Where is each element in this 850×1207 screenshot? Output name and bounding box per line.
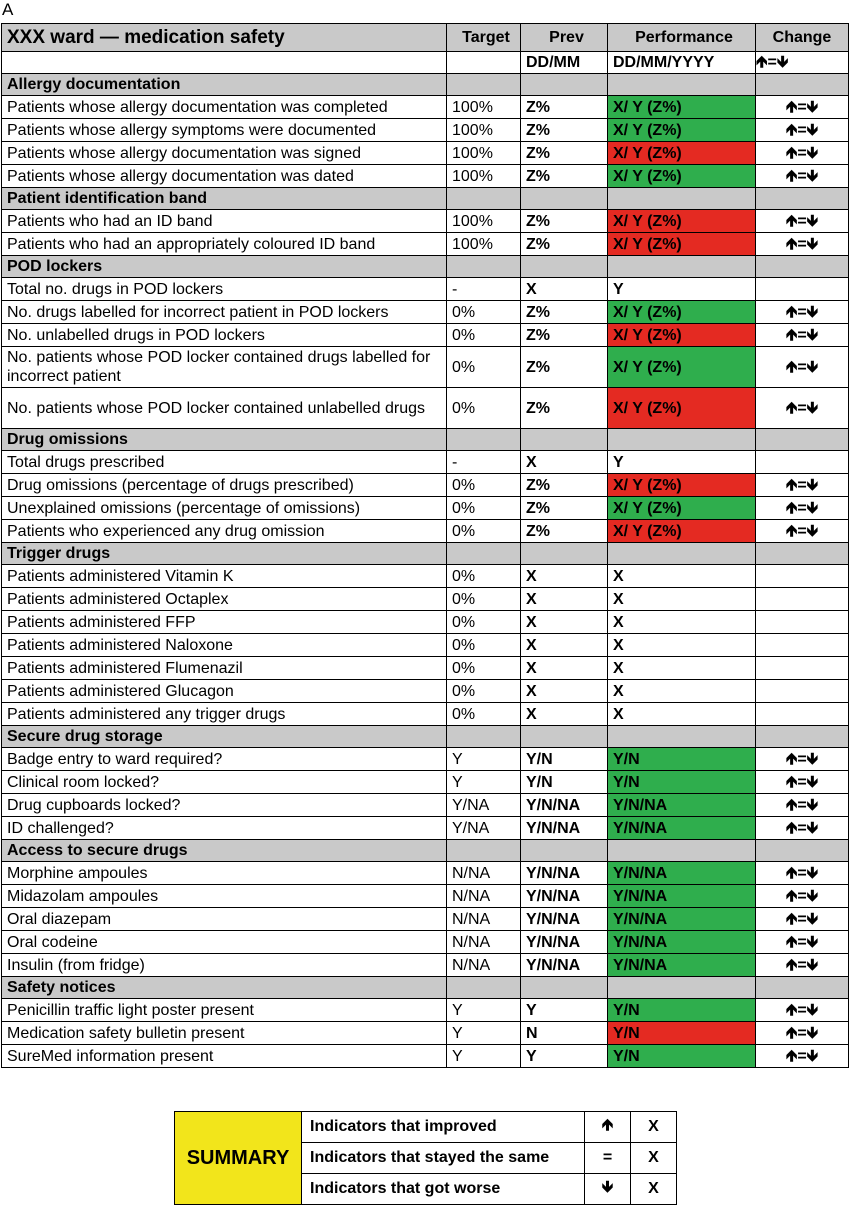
section-header-blank xyxy=(521,977,608,999)
section-header-blank xyxy=(447,726,521,748)
indicator-row xyxy=(2,301,849,324)
target-value: 100% xyxy=(447,165,521,188)
indicator-row xyxy=(2,474,849,497)
change-symbols-header: 🡹=🡻 xyxy=(756,52,849,74)
performance-value: X/ Y (Z%) xyxy=(608,497,756,520)
prev-value: X xyxy=(521,634,608,657)
target-value: N/NA xyxy=(447,931,521,954)
section-header-row xyxy=(2,977,849,999)
summary-row-value: X xyxy=(631,1174,677,1205)
prev-value: Y/N/NA xyxy=(521,885,608,908)
section-title: Trigger drugs xyxy=(2,543,447,565)
target-value: 0% xyxy=(447,497,521,520)
performance-value: Y xyxy=(608,451,756,474)
indicator-name: Patients who had an appropriately coloured ID band xyxy=(2,233,447,256)
table-header-row xyxy=(2,24,849,52)
indicator-name: Patients who experienced any drug omission xyxy=(2,520,447,543)
section-header-blank xyxy=(447,840,521,862)
prev-value: Y/N/NA xyxy=(521,817,608,840)
indicator-name: Patients administered FFP xyxy=(2,611,447,634)
performance-value: Y/N/NA xyxy=(608,885,756,908)
change-indicator: 🡹=🡻 xyxy=(756,210,849,233)
indicator-name: Patients who had an ID band xyxy=(2,210,447,233)
indicator-name: Medication safety bulletin present xyxy=(2,1022,447,1045)
change-indicator: 🡹=🡻 xyxy=(756,301,849,324)
target-value: Y xyxy=(447,1045,521,1068)
indicator-name: No. patients whose POD locker contained drugs labelled for incorrect patient xyxy=(2,347,447,388)
prev-value: X xyxy=(521,451,608,474)
prev-value: Y/N xyxy=(521,748,608,771)
change-indicator: 🡹=🡻 xyxy=(756,794,849,817)
target-value: - xyxy=(447,278,521,301)
prev-value: X xyxy=(521,611,608,634)
section-header-blank xyxy=(521,429,608,451)
change-indicator xyxy=(756,565,849,588)
indicator-row xyxy=(2,588,849,611)
target-value: N/NA xyxy=(447,908,521,931)
performance-value: X/ Y (Z%) xyxy=(608,96,756,119)
section-header-blank xyxy=(521,840,608,862)
prev-value: X xyxy=(521,278,608,301)
prev-value: X xyxy=(521,588,608,611)
section-header-blank xyxy=(608,188,756,210)
performance-value: Y/N xyxy=(608,748,756,771)
section-header-row xyxy=(2,256,849,278)
indicator-name: No. drugs labelled for incorrect patient in POD lockers xyxy=(2,301,447,324)
target-value: Y xyxy=(447,748,521,771)
change-indicator xyxy=(756,703,849,726)
indicator-row xyxy=(2,520,849,543)
indicator-name: Patients whose allergy documentation was completed xyxy=(2,96,447,119)
change-indicator: 🡹=🡻 xyxy=(756,96,849,119)
change-indicator: 🡹=🡻 xyxy=(756,474,849,497)
target-value: 100% xyxy=(447,210,521,233)
indicator-name: Total drugs prescribed xyxy=(2,451,447,474)
change-indicator: 🡹=🡻 xyxy=(756,324,849,347)
summary-row-value: X xyxy=(631,1143,677,1174)
indicator-name: ID challenged? xyxy=(2,817,447,840)
prev-value: Z% xyxy=(521,210,608,233)
performance-value: X xyxy=(608,634,756,657)
prev-value: Y xyxy=(521,1045,608,1068)
target-value: 0% xyxy=(447,680,521,703)
performance-value: X/ Y (Z%) xyxy=(608,520,756,543)
prev-date-format: DD/MM xyxy=(521,52,608,74)
section-header-blank xyxy=(447,256,521,278)
performance-value: X xyxy=(608,680,756,703)
indicator-row xyxy=(2,931,849,954)
summary-row-symbol: 🡹 xyxy=(585,1112,631,1143)
section-header-blank xyxy=(447,429,521,451)
prev-value: Z% xyxy=(521,497,608,520)
target-value: 0% xyxy=(447,611,521,634)
section-header-row xyxy=(2,429,849,451)
prev-value: Z% xyxy=(521,119,608,142)
date-format-row xyxy=(2,52,849,74)
summary-table xyxy=(174,1111,677,1205)
prev-column-header: Prev xyxy=(521,24,608,52)
prev-value: Y/N/NA xyxy=(521,862,608,885)
target-value: Y xyxy=(447,999,521,1022)
target-value: N/NA xyxy=(447,954,521,977)
indicator-row xyxy=(2,885,849,908)
section-header-blank xyxy=(521,74,608,96)
section-header-blank xyxy=(756,188,849,210)
indicator-row xyxy=(2,748,849,771)
performance-value: Y/N/NA xyxy=(608,931,756,954)
performance-value: Y/N/NA xyxy=(608,794,756,817)
change-indicator: 🡹=🡻 xyxy=(756,142,849,165)
section-header-blank xyxy=(447,977,521,999)
performance-value: X/ Y (Z%) xyxy=(608,324,756,347)
indicator-name: Oral codeine xyxy=(2,931,447,954)
change-column-header: Change xyxy=(756,24,849,52)
performance-value: Y/N/NA xyxy=(608,908,756,931)
performance-value: X/ Y (Z%) xyxy=(608,142,756,165)
section-title: Secure drug storage xyxy=(2,726,447,748)
section-header-blank xyxy=(447,543,521,565)
indicator-row xyxy=(2,954,849,977)
indicator-row xyxy=(2,565,849,588)
indicator-row xyxy=(2,862,849,885)
section-header-blank xyxy=(756,543,849,565)
change-indicator xyxy=(756,588,849,611)
indicator-row xyxy=(2,817,849,840)
indicator-name: Patients administered Naloxone xyxy=(2,634,447,657)
prev-value: X xyxy=(521,703,608,726)
indicator-name: No. patients whose POD locker contained unlabelled drugs xyxy=(2,388,447,429)
indicator-row xyxy=(2,497,849,520)
performance-value: X xyxy=(608,703,756,726)
prev-value: X xyxy=(521,657,608,680)
indicator-row xyxy=(2,165,849,188)
indicator-row xyxy=(2,703,849,726)
indicator-name: Insulin (from fridge) xyxy=(2,954,447,977)
section-header-blank xyxy=(447,188,521,210)
indicator-name: Total no. drugs in POD lockers xyxy=(2,278,447,301)
section-header-blank xyxy=(521,256,608,278)
target-value: 0% xyxy=(447,657,521,680)
prev-value: Z% xyxy=(521,520,608,543)
prev-value: N xyxy=(521,1022,608,1045)
performance-value: Y/N xyxy=(608,1045,756,1068)
indicator-row xyxy=(2,657,849,680)
performance-value: X/ Y (Z%) xyxy=(608,210,756,233)
change-indicator: 🡹=🡻 xyxy=(756,748,849,771)
indicator-row xyxy=(2,1045,849,1068)
performance-value: X/ Y (Z%) xyxy=(608,301,756,324)
indicator-name: Drug omissions (percentage of drugs prescribed) xyxy=(2,474,447,497)
indicator-name: Midazolam ampoules xyxy=(2,885,447,908)
target-value: Y/NA xyxy=(447,794,521,817)
section-header-blank xyxy=(608,256,756,278)
summary-row-text: Indicators that improved xyxy=(302,1112,585,1143)
summary-row-symbol: = xyxy=(585,1143,631,1174)
target-value: N/NA xyxy=(447,885,521,908)
change-indicator: 🡹=🡻 xyxy=(756,771,849,794)
indicator-name: Penicillin traffic light poster present xyxy=(2,999,447,1022)
target-value: 0% xyxy=(447,520,521,543)
section-title: Access to secure drugs xyxy=(2,840,447,862)
section-header-blank xyxy=(756,429,849,451)
change-indicator: 🡹=🡻 xyxy=(756,862,849,885)
change-indicator: 🡹=🡻 xyxy=(756,347,849,388)
change-indicator xyxy=(756,451,849,474)
medication-safety-table xyxy=(1,23,849,1068)
indicator-row xyxy=(2,680,849,703)
indicator-name: Patients whose allergy documentation was signed xyxy=(2,142,447,165)
section-header-blank xyxy=(608,74,756,96)
section-header-row xyxy=(2,543,849,565)
summary-row xyxy=(175,1112,677,1143)
section-header-blank xyxy=(756,840,849,862)
section-title: Drug omissions xyxy=(2,429,447,451)
target-column-header: Target xyxy=(447,24,521,52)
indicator-row xyxy=(2,96,849,119)
change-indicator xyxy=(756,611,849,634)
prev-value: Z% xyxy=(521,142,608,165)
change-indicator: 🡹=🡻 xyxy=(756,233,849,256)
prev-value: Y/N xyxy=(521,771,608,794)
change-indicator: 🡹=🡻 xyxy=(756,1022,849,1045)
section-header-row xyxy=(2,726,849,748)
indicator-name: Patients administered any trigger drugs xyxy=(2,703,447,726)
prev-value: Z% xyxy=(521,233,608,256)
target-value: Y xyxy=(447,1022,521,1045)
prev-value: Z% xyxy=(521,301,608,324)
section-header-blank xyxy=(521,543,608,565)
performance-value: X/ Y (Z%) xyxy=(608,165,756,188)
summary-row-symbol: 🡻 xyxy=(585,1174,631,1205)
indicator-name: SureMed information present xyxy=(2,1045,447,1068)
change-indicator: 🡹=🡻 xyxy=(756,165,849,188)
indicator-row xyxy=(2,388,849,429)
section-title: Patient identification band xyxy=(2,188,447,210)
performance-value: Y xyxy=(608,278,756,301)
indicator-name: Clinical room locked? xyxy=(2,771,447,794)
indicator-name: Patients administered Octaplex xyxy=(2,588,447,611)
indicator-row xyxy=(2,634,849,657)
performance-value: X xyxy=(608,657,756,680)
change-indicator: 🡹=🡻 xyxy=(756,119,849,142)
prev-value: Z% xyxy=(521,388,608,429)
performance-value: X xyxy=(608,611,756,634)
prev-value: X xyxy=(521,565,608,588)
indicator-row xyxy=(2,999,849,1022)
performance-value: Y/N/NA xyxy=(608,862,756,885)
indicator-row xyxy=(2,771,849,794)
target-value: 0% xyxy=(447,301,521,324)
indicator-row xyxy=(2,119,849,142)
change-indicator: 🡹=🡻 xyxy=(756,388,849,429)
performance-value: Y/N/NA xyxy=(608,817,756,840)
performance-column-header: Performance xyxy=(608,24,756,52)
target-value: 0% xyxy=(447,565,521,588)
indicator-row xyxy=(2,142,849,165)
indicator-row xyxy=(2,908,849,931)
section-header-blank xyxy=(756,256,849,278)
target-value: - xyxy=(447,451,521,474)
indicator-row xyxy=(2,451,849,474)
summary-row-text: Indicators that got worse xyxy=(302,1174,585,1205)
change-indicator xyxy=(756,634,849,657)
indicator-name: Drug cupboards locked? xyxy=(2,794,447,817)
target-value: 0% xyxy=(447,588,521,611)
indicator-row xyxy=(2,278,849,301)
prev-value: Y/N/NA xyxy=(521,794,608,817)
prev-value: Y xyxy=(521,999,608,1022)
section-header-blank xyxy=(521,726,608,748)
change-indicator xyxy=(756,680,849,703)
target-value: 0% xyxy=(447,474,521,497)
indicator-row xyxy=(2,794,849,817)
performance-value: X xyxy=(608,565,756,588)
target-value: 0% xyxy=(447,324,521,347)
prev-value: Y/N/NA xyxy=(521,954,608,977)
performance-date-format: DD/MM/YYYY xyxy=(608,52,756,74)
change-indicator xyxy=(756,657,849,680)
indicator-row xyxy=(2,233,849,256)
target-value: 100% xyxy=(447,233,521,256)
prev-value: Z% xyxy=(521,474,608,497)
section-title: Safety notices xyxy=(2,977,447,999)
section-header-blank xyxy=(447,74,521,96)
performance-value: X/ Y (Z%) xyxy=(608,233,756,256)
section-title: POD lockers xyxy=(2,256,447,278)
change-indicator: 🡹=🡻 xyxy=(756,1045,849,1068)
performance-value: X/ Y (Z%) xyxy=(608,347,756,388)
prev-value: Y/N/NA xyxy=(521,908,608,931)
indicator-row xyxy=(2,210,849,233)
indicator-name: Patients administered Glucagon xyxy=(2,680,447,703)
change-indicator: 🡹=🡻 xyxy=(756,817,849,840)
performance-value: X/ Y (Z%) xyxy=(608,119,756,142)
change-indicator: 🡹=🡻 xyxy=(756,908,849,931)
prev-value: Z% xyxy=(521,96,608,119)
section-header-blank xyxy=(608,429,756,451)
change-indicator: 🡹=🡻 xyxy=(756,497,849,520)
prev-value: Z% xyxy=(521,347,608,388)
prev-value: X xyxy=(521,680,608,703)
performance-value: X xyxy=(608,588,756,611)
change-indicator: 🡹=🡻 xyxy=(756,885,849,908)
target-value: 100% xyxy=(447,96,521,119)
summary-row-value: X xyxy=(631,1112,677,1143)
prev-value: Z% xyxy=(521,165,608,188)
prev-value: Y/N/NA xyxy=(521,931,608,954)
performance-value: Y/N xyxy=(608,771,756,794)
indicator-name: Oral diazepam xyxy=(2,908,447,931)
prev-value: Z% xyxy=(521,324,608,347)
indicator-row xyxy=(2,1022,849,1045)
indicator-name: Patients whose allergy symptoms were documented xyxy=(2,119,447,142)
section-header-blank xyxy=(608,977,756,999)
indicator-row xyxy=(2,347,849,388)
indicator-name: Morphine ampoules xyxy=(2,862,447,885)
section-header-row xyxy=(2,188,849,210)
section-header-blank xyxy=(608,840,756,862)
change-indicator: 🡹=🡻 xyxy=(756,520,849,543)
target-value: Y xyxy=(447,771,521,794)
table-title: XXX ward — medication safety xyxy=(2,24,447,52)
indicator-name: Unexplained omissions (percentage of omissions) xyxy=(2,497,447,520)
change-indicator: 🡹=🡻 xyxy=(756,931,849,954)
target-value: Y/NA xyxy=(447,817,521,840)
indicator-name: No. unlabelled drugs in POD lockers xyxy=(2,324,447,347)
section-header-row xyxy=(2,74,849,96)
indicator-name: Patients whose allergy documentation was dated xyxy=(2,165,447,188)
change-indicator: 🡹=🡻 xyxy=(756,999,849,1022)
section-header-blank xyxy=(756,74,849,96)
indicator-row xyxy=(2,611,849,634)
date-row-target-blank xyxy=(447,52,521,74)
target-value: 0% xyxy=(447,703,521,726)
performance-value: Y/N xyxy=(608,999,756,1022)
section-header-blank xyxy=(756,977,849,999)
performance-value: Y/N/NA xyxy=(608,954,756,977)
performance-value: X/ Y (Z%) xyxy=(608,388,756,429)
summary-label: SUMMARY xyxy=(175,1112,302,1205)
target-value: 0% xyxy=(447,388,521,429)
indicator-row xyxy=(2,324,849,347)
indicator-name: Badge entry to ward required? xyxy=(2,748,447,771)
date-row-blank xyxy=(2,52,447,74)
performance-value: Y/N xyxy=(608,1022,756,1045)
target-value: 100% xyxy=(447,142,521,165)
target-value: 0% xyxy=(447,634,521,657)
indicator-name: Patients administered Vitamin K xyxy=(2,565,447,588)
section-header-blank xyxy=(521,188,608,210)
panel-letter: A xyxy=(2,0,14,19)
section-header-blank xyxy=(756,726,849,748)
change-indicator xyxy=(756,278,849,301)
indicator-name: Patients administered Flumenazil xyxy=(2,657,447,680)
target-value: 0% xyxy=(447,347,521,388)
performance-value: X/ Y (Z%) xyxy=(608,474,756,497)
target-value: N/NA xyxy=(447,862,521,885)
summary-row-text: Indicators that stayed the same xyxy=(302,1143,585,1174)
target-value: 100% xyxy=(447,119,521,142)
section-header-row xyxy=(2,840,849,862)
section-title: Allergy documentation xyxy=(2,74,447,96)
section-header-blank xyxy=(608,543,756,565)
section-header-blank xyxy=(608,726,756,748)
change-indicator: 🡹=🡻 xyxy=(756,954,849,977)
